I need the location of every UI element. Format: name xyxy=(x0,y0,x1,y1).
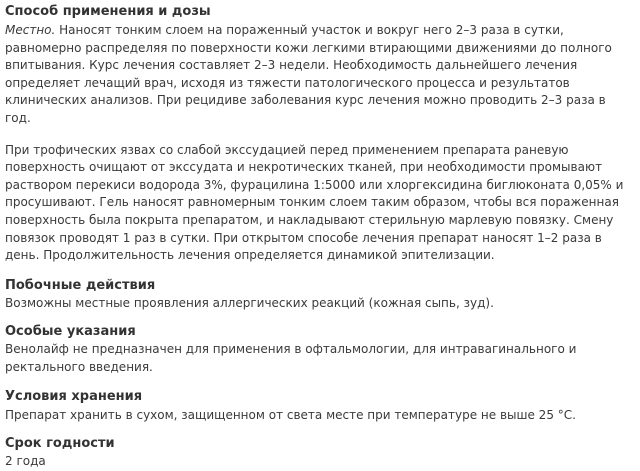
section-heading-dosage: Способ применения и дозы xyxy=(5,4,211,19)
section-heading-side-effects: Побочные действия xyxy=(5,277,156,293)
instruction-document xyxy=(5,4,635,471)
paragraph-shelf-life: 2 года xyxy=(5,454,46,469)
section-heading-shelf-life: Срок годности xyxy=(5,436,115,452)
lead-text-local: Местно. xyxy=(5,23,56,37)
paragraph-special-instructions: Венолайф не предназначен для применения в офтальмологии, для интравагинального и ректального введения. xyxy=(5,342,577,374)
paragraph-side-effects: Возможны местные проявления аллергических реакций (кожная сыпь, зуд). xyxy=(5,295,494,310)
paragraph-local-use-text: Нанoсят тонким слоем на пораженный участок и вокруг него 2–3 раза в сутки, равномерно распределяя по поверхности кожи легкими втирающими движениями до полного впитывания. Курс лечения составляет 2–3 недели. Необходимость дальнейшего лечения определяет лечащий врач, исходя из тяжести патологического процесса и результатов клинических анализов. При рецидиве заболевания курс лечения можно проводить 2–3 раза в год. xyxy=(5,23,612,125)
section-heading-storage: Условия хранения xyxy=(5,388,143,404)
paragraph-trophic-ulcers: При трофических язвах со слабой экссудацией перед применением препарата раневую поверхность очищают от экссудата и некротических тканей, при необходимости промывают раствором перекиси водорода 3%, фурацилина 1:5000 или хлоргексидина биглюконата 0,05% и просушивают. Гель наносят равномерным тонким слоем таким образом, чтобы вся пораженная поверхность была покрыта препаратом, и накладывают стерильную марлевую повязку. Смену повязок проводят 1 раз в сутки. При открытом способе лечения препарат наносят 1–2 раза в день. Продолжительность лечения определяется динамикой эпителизации. xyxy=(5,142,624,263)
section-heading-special-instructions: Особые указания xyxy=(5,324,136,340)
paragraph-storage: Препарат хранить в сухом, защищенном от света месте при температуре не выше 25 °С. xyxy=(5,407,576,422)
paragraph-local-use xyxy=(5,22,635,128)
